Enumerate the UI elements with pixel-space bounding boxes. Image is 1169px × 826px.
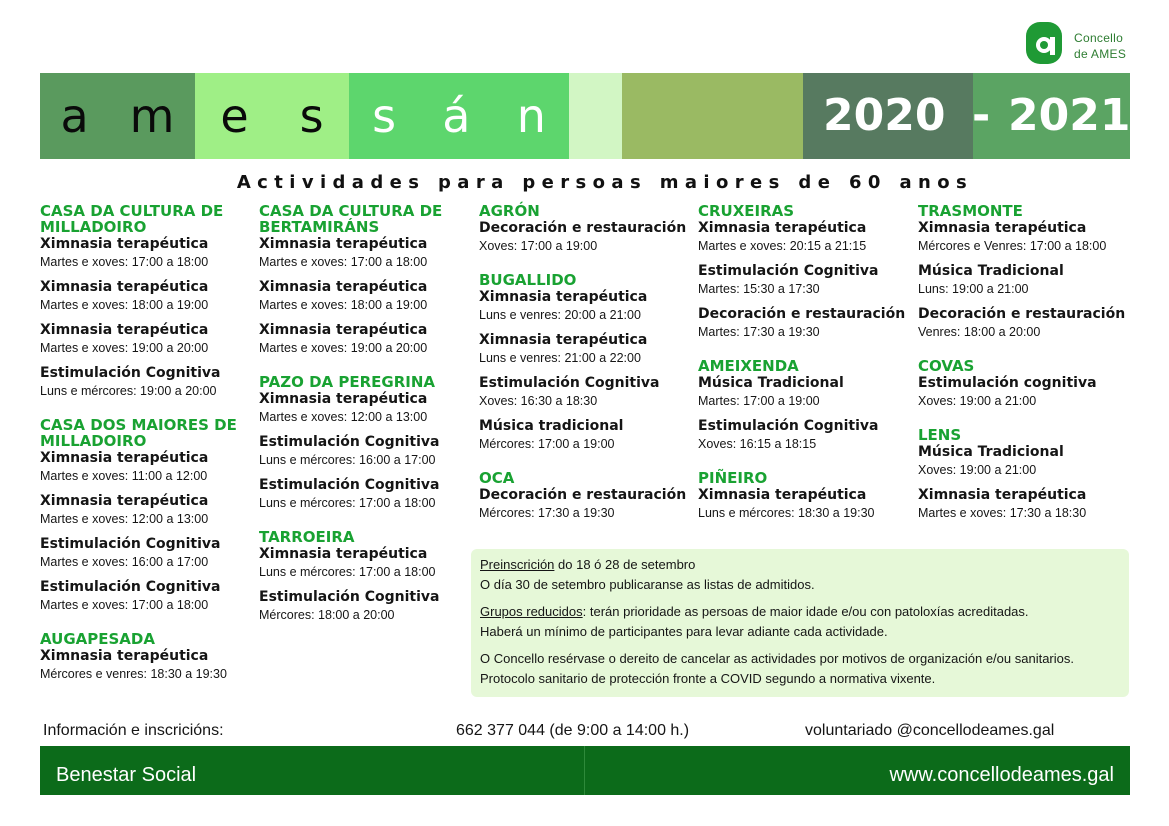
activity-schedule: Xoves: 16:15 a 18:15	[698, 437, 817, 451]
activity-name: Ximnasia terapéutica	[40, 236, 209, 252]
activity-entry	[259, 588, 474, 623]
location-name: COVAS	[918, 357, 975, 375]
logo-line-2: de AMES	[1074, 47, 1127, 61]
contact-phone[interactable]: 662 377 044 (de 9:00 a 14:00 h.)	[456, 722, 690, 739]
location-group	[479, 272, 694, 452]
cancel-line: O Concello resérvase o dereito de cancelar as actividades por motivos de organización e/ou sanitarios.	[480, 651, 1074, 666]
activity-entry	[40, 647, 255, 682]
activity-schedule: Martes e xoves: 17:30 a 18:30	[918, 506, 1087, 520]
activity-entry	[918, 486, 1133, 521]
activity-schedule: Martes e xoves: 17:00 a 18:00	[40, 255, 209, 269]
location-group	[259, 374, 474, 511]
activity-schedule: Mércores: 17:30 a 19:30	[479, 506, 615, 520]
activity-name: Ximnasia terapéutica	[259, 236, 428, 252]
activity-schedule: Xoves: 16:30 a 18:30	[479, 394, 598, 408]
activity-schedule: Xoves: 19:00 a 21:00	[918, 394, 1037, 408]
activity-entry	[259, 321, 474, 356]
activity-name: Ximnasia terapéutica	[479, 289, 648, 305]
admitted-lists-line: O día 30 de setembro publicaranse as listas de admitidos.	[480, 577, 815, 592]
location-group	[40, 631, 255, 682]
activity-name: Ximnasia terapéutica	[40, 493, 209, 509]
activity-name: Ximnasia terapéutica	[698, 220, 867, 236]
concello-logo	[1024, 20, 1144, 68]
activity-entry	[698, 305, 913, 340]
activity-name: Decoración e restauración	[698, 306, 906, 322]
activity-schedule: Venres: 18:00 a 20:00	[918, 325, 1041, 339]
title-banner	[40, 73, 1130, 159]
location-name: BUGALLIDO	[479, 271, 577, 289]
activity-entry	[259, 278, 474, 313]
location-name: OCA	[479, 469, 515, 487]
activity-entry	[698, 417, 913, 452]
banner-letter: s	[299, 89, 324, 143]
location-name: PIÑEIRO	[698, 469, 768, 487]
activity-schedule: Mércores: 18:00 a 20:00	[259, 608, 395, 622]
banner-letter: m	[129, 89, 175, 143]
location-group	[40, 203, 255, 399]
activity-name: Estimulación Cognitiva	[259, 589, 440, 605]
banner-letter: á	[442, 89, 471, 143]
minimum-line: Haberá un mínimo de participantes para levar adiante cada actividade.	[480, 624, 888, 639]
activity-entry	[479, 374, 694, 409]
location-name: AGRÓN	[479, 202, 540, 220]
activity-name: Ximnasia terapéutica	[479, 332, 648, 348]
activity-name: Estimulación Cognitiva	[40, 579, 221, 595]
activity-entry	[40, 578, 255, 613]
activity-name: Estimulación Cognitiva	[40, 536, 221, 552]
location-group	[698, 203, 913, 340]
location-group	[259, 529, 474, 623]
activity-schedule: Luns e venres: 20:00 a 21:00	[479, 308, 641, 322]
year-separator: -	[972, 90, 991, 141]
activity-name: Decoración e restauración	[479, 220, 687, 236]
footer-bar	[40, 746, 1130, 795]
activity-schedule: Mércores e Venres: 17:00 a 18:00	[918, 239, 1107, 253]
location-name: CRUXEIRAS	[698, 202, 795, 220]
activity-name: Ximnasia terapéutica	[918, 220, 1087, 236]
activity-entry	[918, 219, 1133, 254]
activity-entry	[479, 331, 694, 366]
activity-name: Ximnasia terapéutica	[40, 322, 209, 338]
schedule-column-5	[918, 203, 1133, 539]
activity-name: Ximnasia terapéutica	[259, 546, 428, 562]
schedule-column-2	[259, 203, 474, 641]
activity-name: Ximnasia terapéutica	[259, 279, 428, 295]
activity-entry	[40, 278, 255, 313]
banner-segment-3	[349, 73, 569, 159]
footer-divider	[584, 746, 585, 795]
location-group	[698, 358, 913, 452]
activity-entry	[259, 476, 474, 511]
banner-letter: s	[372, 89, 397, 143]
activity-name: Estimulación cognitiva	[918, 375, 1097, 391]
activity-entry	[918, 305, 1133, 340]
location-group	[918, 358, 1133, 409]
location-name: CASA DA CULTURA DE BERTAMIRÁNS	[259, 202, 443, 236]
footer-website-link[interactable]: www.concellodeames.gal	[889, 764, 1114, 786]
activity-schedule: Luns e mércores: 17:00 a 18:00	[259, 565, 436, 579]
activity-entry	[40, 535, 255, 570]
activity-name: Estimulación Cognitiva	[40, 365, 221, 381]
banner-letter: e	[220, 89, 249, 143]
activity-entry	[40, 492, 255, 527]
activity-name: Ximnasia terapéutica	[698, 487, 867, 503]
activity-name: Decoración e restauración	[479, 487, 687, 503]
location-name: CASA DA CULTURA DE MILLADOIRO	[40, 202, 224, 236]
activity-entry	[40, 449, 255, 484]
activity-entry	[698, 374, 913, 409]
ames-logo-icon	[1024, 20, 1064, 66]
activity-schedule: Martes e xoves: 20:15 a 21:15	[698, 239, 867, 253]
activity-schedule: Xoves: 19:00 a 21:00	[918, 463, 1037, 477]
location-name: PAZO DA PEREGRINA	[259, 373, 436, 391]
activity-entry	[40, 321, 255, 356]
activity-entry	[479, 288, 694, 323]
contact-email[interactable]: voluntariado @concellodeames.gal	[805, 722, 1055, 739]
activity-schedule: Martes: 17:00 a 19:00	[698, 394, 820, 408]
activity-name: Ximnasia terapéutica	[40, 450, 209, 466]
logo-line-1: Concello	[1074, 31, 1124, 45]
activity-schedule: Martes e xoves: 18:00 a 19:00	[40, 298, 209, 312]
year-end: 2021	[1008, 90, 1131, 141]
location-group	[918, 427, 1133, 521]
activity-schedule: Martes: 17:30 a 19:30	[698, 325, 820, 339]
activity-name: Música tradicional	[479, 418, 624, 434]
activity-schedule: Martes e xoves: 12:00 a 13:00	[40, 512, 209, 526]
activity-entry	[40, 235, 255, 270]
banner-segment-5	[622, 73, 803, 159]
activity-entry	[479, 417, 694, 452]
activity-entry	[259, 545, 474, 580]
banner-segment-1	[40, 73, 195, 159]
location-group	[259, 203, 474, 356]
activity-schedule: Mércores: 17:00 a 19:00	[479, 437, 615, 451]
activity-schedule: Luns: 19:00 a 21:00	[918, 282, 1029, 296]
preinscription-dates: do 18 ó 28 de setembro	[554, 557, 696, 572]
protocol-line: Protocolo sanitario de protección fronte a COVID segundo a normativa vixente.	[480, 671, 936, 686]
activity-entry	[479, 219, 694, 254]
activity-schedule: Luns e mércores: 17:00 a 18:00	[259, 496, 436, 510]
activity-name: Ximnasia terapéutica	[40, 648, 209, 664]
location-group	[479, 470, 694, 521]
location-name: CASA DOS MAIORES DE MILLADOIRO	[40, 416, 237, 450]
banner-letter: a	[60, 89, 89, 143]
activity-schedule: Martes: 15:30 a 17:30	[698, 282, 820, 296]
year-start: 2020	[823, 90, 946, 141]
groups-text: : terán prioridade as persoas de maior idade e/ou con patoloxías acreditadas.	[582, 604, 1029, 619]
activity-schedule: Martes e xoves: 19:00 a 20:00	[259, 341, 428, 355]
activity-schedule: Martes e xoves: 17:00 a 18:00	[40, 598, 209, 612]
activity-schedule: Martes e xoves: 19:00 a 20:00	[40, 341, 209, 355]
activity-schedule: Martes e xoves: 11:00 a 12:00	[40, 469, 208, 483]
activity-schedule: Martes e xoves: 16:00 a 17:00	[40, 555, 209, 569]
banner-segment-2	[195, 73, 349, 159]
activity-entry	[918, 443, 1133, 478]
footer-department: Benestar Social	[56, 764, 197, 786]
activity-entry	[259, 235, 474, 270]
activity-schedule: Luns e mércores: 18:30 a 19:30	[698, 506, 875, 520]
activity-schedule: Luns e venres: 21:00 a 22:00	[479, 351, 641, 365]
activity-name: Ximnasia terapéutica	[259, 322, 428, 338]
activity-entry	[918, 374, 1133, 409]
activity-entry	[259, 433, 474, 468]
activity-entry	[479, 486, 694, 521]
activity-name: Estimulación Cognitiva	[479, 375, 660, 391]
activity-schedule: Xoves: 17:00 a 19:00	[479, 239, 598, 253]
location-name: AUGAPESADA	[40, 630, 155, 648]
info-box	[471, 549, 1129, 697]
groups-line	[480, 602, 1120, 622]
activity-schedule: Mércores e venres: 18:30 a 19:30	[40, 667, 227, 681]
schedule-column-4	[698, 203, 913, 539]
location-name: LENS	[918, 426, 962, 444]
activity-name: Estimulación Cognitiva	[259, 477, 440, 493]
activity-name: Estimulación Cognitiva	[698, 418, 879, 434]
schedule-column-3	[479, 203, 694, 539]
activity-name: Decoración e restauración	[918, 306, 1126, 322]
location-group	[698, 470, 913, 521]
schedule-column-1	[40, 203, 255, 700]
activity-schedule: Martes e xoves: 12:00 a 13:00	[259, 410, 428, 424]
activity-name: Música Tradicional	[918, 263, 1064, 279]
location-group	[40, 417, 255, 613]
activity-entry	[40, 364, 255, 399]
activity-name: Música Tradicional	[918, 444, 1064, 460]
location-group	[918, 203, 1133, 340]
activity-name: Música Tradicional	[698, 375, 844, 391]
activity-schedule: Martes e xoves: 18:00 a 19:00	[259, 298, 428, 312]
location-name: TARROEIRA	[259, 528, 355, 546]
activity-schedule: Martes e xoves: 17:00 a 18:00	[259, 255, 428, 269]
page-subtitle: Actividades para persoas maiores de 60 anos	[236, 172, 974, 193]
activity-entry	[259, 390, 474, 425]
logo-text	[1074, 30, 1126, 62]
location-group	[479, 203, 694, 254]
preinscription-label: Preinscrición	[480, 557, 555, 572]
activity-name: Ximnasia terapéutica	[918, 487, 1087, 503]
preinscription-line	[480, 555, 1120, 575]
location-name: TRASMONTE	[918, 202, 1023, 220]
location-name: AMEIXENDA	[698, 357, 799, 375]
activity-entry	[918, 262, 1133, 297]
activity-name: Estimulación Cognitiva	[259, 434, 440, 450]
activity-entry	[698, 262, 913, 297]
contact-label: Información e inscricións:	[43, 722, 224, 739]
activity-name: Estimulación Cognitiva	[698, 263, 879, 279]
banner-segment-4	[569, 73, 622, 159]
activity-schedule: Luns e mércores: 19:00 a 20:00	[40, 384, 217, 398]
activity-entry	[698, 219, 913, 254]
groups-label: Grupos reducidos	[480, 604, 583, 619]
activity-name: Ximnasia terapéutica	[40, 279, 209, 295]
activity-entry	[698, 486, 913, 521]
activity-schedule: Luns e mércores: 16:00 a 17:00	[259, 453, 436, 467]
banner-letter: n	[516, 89, 546, 143]
activity-name: Ximnasia terapéutica	[259, 391, 428, 407]
